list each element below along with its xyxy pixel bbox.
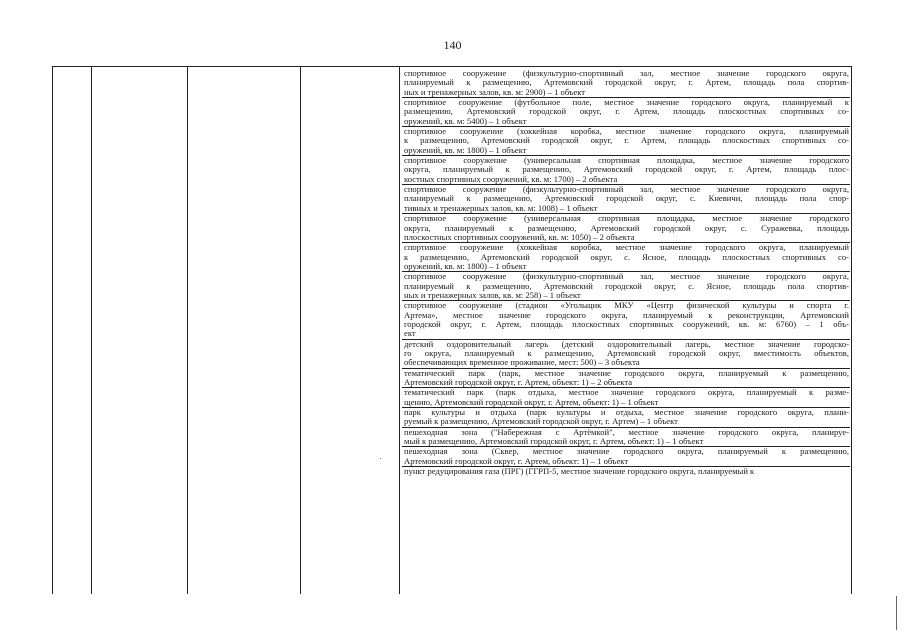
entry-line: мый к размещению, Артемовский городской округ, г. Артем, объект: 1) – 1 объект bbox=[404, 437, 704, 447]
entry-line: спортивное сооружение (универсальная спортивная площадка, местное значение городского bbox=[404, 214, 849, 224]
entry-line: размещению, Артемовский городской округ, г. Артем, площадь плоскостных спортивных со- bbox=[404, 107, 849, 117]
entry-line: плоскостных спортивных сооружений, кв. м: 1050) – 2 объекта bbox=[404, 232, 635, 242]
entry-line: тематический парк (парк, местное значение городского округа, планируемый к размещению, bbox=[404, 368, 849, 378]
entry-line: планируемый к размещению, Артемовский городской округ, с. Кневичи, площадь пола спор- bbox=[404, 194, 849, 204]
entry-line: ных и тренажерных залов, кв. м: 258) – 1 объект bbox=[404, 290, 581, 300]
object-entry bbox=[402, 427, 850, 447]
entry-line: оружений, кв. м: 1800) – 1 объект bbox=[404, 261, 527, 271]
objects-column bbox=[402, 69, 850, 476]
entry-line: спортивное сооружение (физкультурно-спортивный зал, местное значение городского округа, bbox=[404, 272, 849, 282]
object-entry bbox=[402, 466, 850, 476]
entry-line: округа, планируемый к размещению, Артемовский городской округ, г. Артем, площадь плос- bbox=[404, 165, 849, 175]
entry-line: тематический парк (парк отдыха, местное значение городского округа, планируемый к разме- bbox=[404, 388, 849, 398]
entry-line: обеспечивающих временное проживание, мест: 500) – 3 объекта bbox=[404, 358, 640, 368]
entry-line: руемый к размещению, Артемовский городской округ, г. Артем) – 1 объект bbox=[404, 417, 678, 427]
entry-line: детский оздоровительный лагерь (детский оздоровительный лагерь, местное значение городско- bbox=[404, 339, 849, 349]
object-entry bbox=[402, 69, 850, 97]
entry-line: Артема», местное значение городского округа, планируемый к реконструкции, Артемовский bbox=[404, 310, 849, 320]
entry-line: ных и тренажерных залов, кв. м: 2900) – 1 объект bbox=[404, 87, 586, 97]
object-entry bbox=[402, 339, 850, 368]
entry-line: спортивное сооружение (хоккейная коробка, местное значение городского округа, планируемый bbox=[404, 243, 849, 253]
entry-line: оружений, кв. м: 5400) – 1 объект bbox=[404, 116, 527, 126]
entry-line: ект bbox=[404, 329, 416, 339]
object-entry bbox=[402, 271, 850, 300]
entry-line: пункт редуцирования газа (ПРГ) (ГГРП-5, местное значение городского округа, планируемый к bbox=[404, 467, 755, 477]
entry-line: спортивное сооружение (футбольное поле, местное значение городского округа, планируемый к bbox=[404, 98, 849, 108]
entry-line: к размещению, Артемовский городской округ, с. Ясное, площадь плоскостных спортивных со- bbox=[404, 252, 849, 262]
object-entry bbox=[402, 184, 850, 213]
entry-line: парк культуры и отдыха (парк культуры и отдыха, местное значение городского округа, плани- bbox=[404, 408, 849, 418]
entry-line: пешеходная зона ("Набережная с Артёмкой", местное значение городского округа, планируе- bbox=[404, 427, 849, 437]
entry-line: городской округ, г. Артем, площадь плоскостных спортивных сооружений, кв. м: 6760) – 1 объ- bbox=[404, 319, 849, 329]
scan-speck bbox=[380, 458, 381, 459]
object-entry bbox=[402, 155, 850, 184]
object-entry bbox=[402, 213, 850, 242]
page-number: 140 bbox=[443, 38, 462, 52]
entry-line: пешеходная зона (Сквер, местное значение городского округа, планируемый к размещению, bbox=[404, 447, 849, 457]
entry-line: спортивное сооружение (физкультурно-спортивный зал, местное значение городского округа, bbox=[404, 185, 849, 195]
entry-line: костных спортивных сооружений, кв. м: 1700) – 2 объекта bbox=[404, 174, 618, 184]
entry-line: го округа, планируемый к размещению, Артемовский городской округ, вместимость объектов, bbox=[404, 348, 849, 358]
object-entry bbox=[402, 407, 850, 427]
entry-line: спортивное сооружение (стадион «Угольщик МКУ «Центр физической культуры и спорта г. bbox=[404, 301, 849, 311]
object-entry bbox=[402, 97, 850, 126]
entry-line: округа, планируемый к размещению, Артемовский городской округ, с. Суражевка, площадь bbox=[404, 223, 849, 233]
entry-line: Артемовский городской округ, г. Артем, объект: 1) – 2 объекта bbox=[404, 378, 633, 387]
object-entry bbox=[402, 242, 850, 271]
entry-line: к размещению, Артемовский городской округ, г. Артем, площадь плоскостных спортивных со- bbox=[404, 136, 849, 146]
entry-line: Артемовский городской округ, г. Артем, объект: 1) – 1 объект bbox=[404, 456, 629, 466]
object-entry bbox=[402, 368, 850, 388]
entry-line: тивных и тренажерных залов, кв. м: 1008) – 1 объект bbox=[404, 203, 598, 213]
scan-edge-mark bbox=[896, 596, 897, 630]
column-divider bbox=[91, 67, 92, 594]
object-entry bbox=[402, 387, 850, 407]
column-divider bbox=[187, 67, 188, 594]
entry-line: спортивное сооружение (универсальная спортивная площадка, местное значение городского bbox=[404, 156, 849, 166]
object-entry bbox=[402, 446, 850, 466]
column-divider bbox=[300, 67, 301, 594]
entry-line: спортивное сооружение (физкультурно-спортивный зал, местное значение городского округа, bbox=[404, 69, 849, 78]
entry-line: планируемый к размещению, Артемовский городской округ, с. Ясное, площадь пола спортив- bbox=[404, 281, 849, 291]
entry-line: оружений, кв. м: 1800) – 1 объект bbox=[404, 145, 527, 155]
entry-line: спортивное сооружение (хоккейная коробка, местное значение городского округа, планируемый bbox=[404, 127, 849, 137]
object-entry bbox=[402, 126, 850, 155]
entry-line: планируемый к размещению, Артемовский городской округ, г. Артем, площадь пола спортив- bbox=[404, 78, 849, 88]
object-entry bbox=[402, 300, 850, 338]
column-divider bbox=[399, 67, 400, 594]
planning-table bbox=[52, 66, 852, 594]
entry-line: щению, Артемовский городской округ, г. Артем, объект: 1) – 1 объект bbox=[404, 397, 659, 407]
